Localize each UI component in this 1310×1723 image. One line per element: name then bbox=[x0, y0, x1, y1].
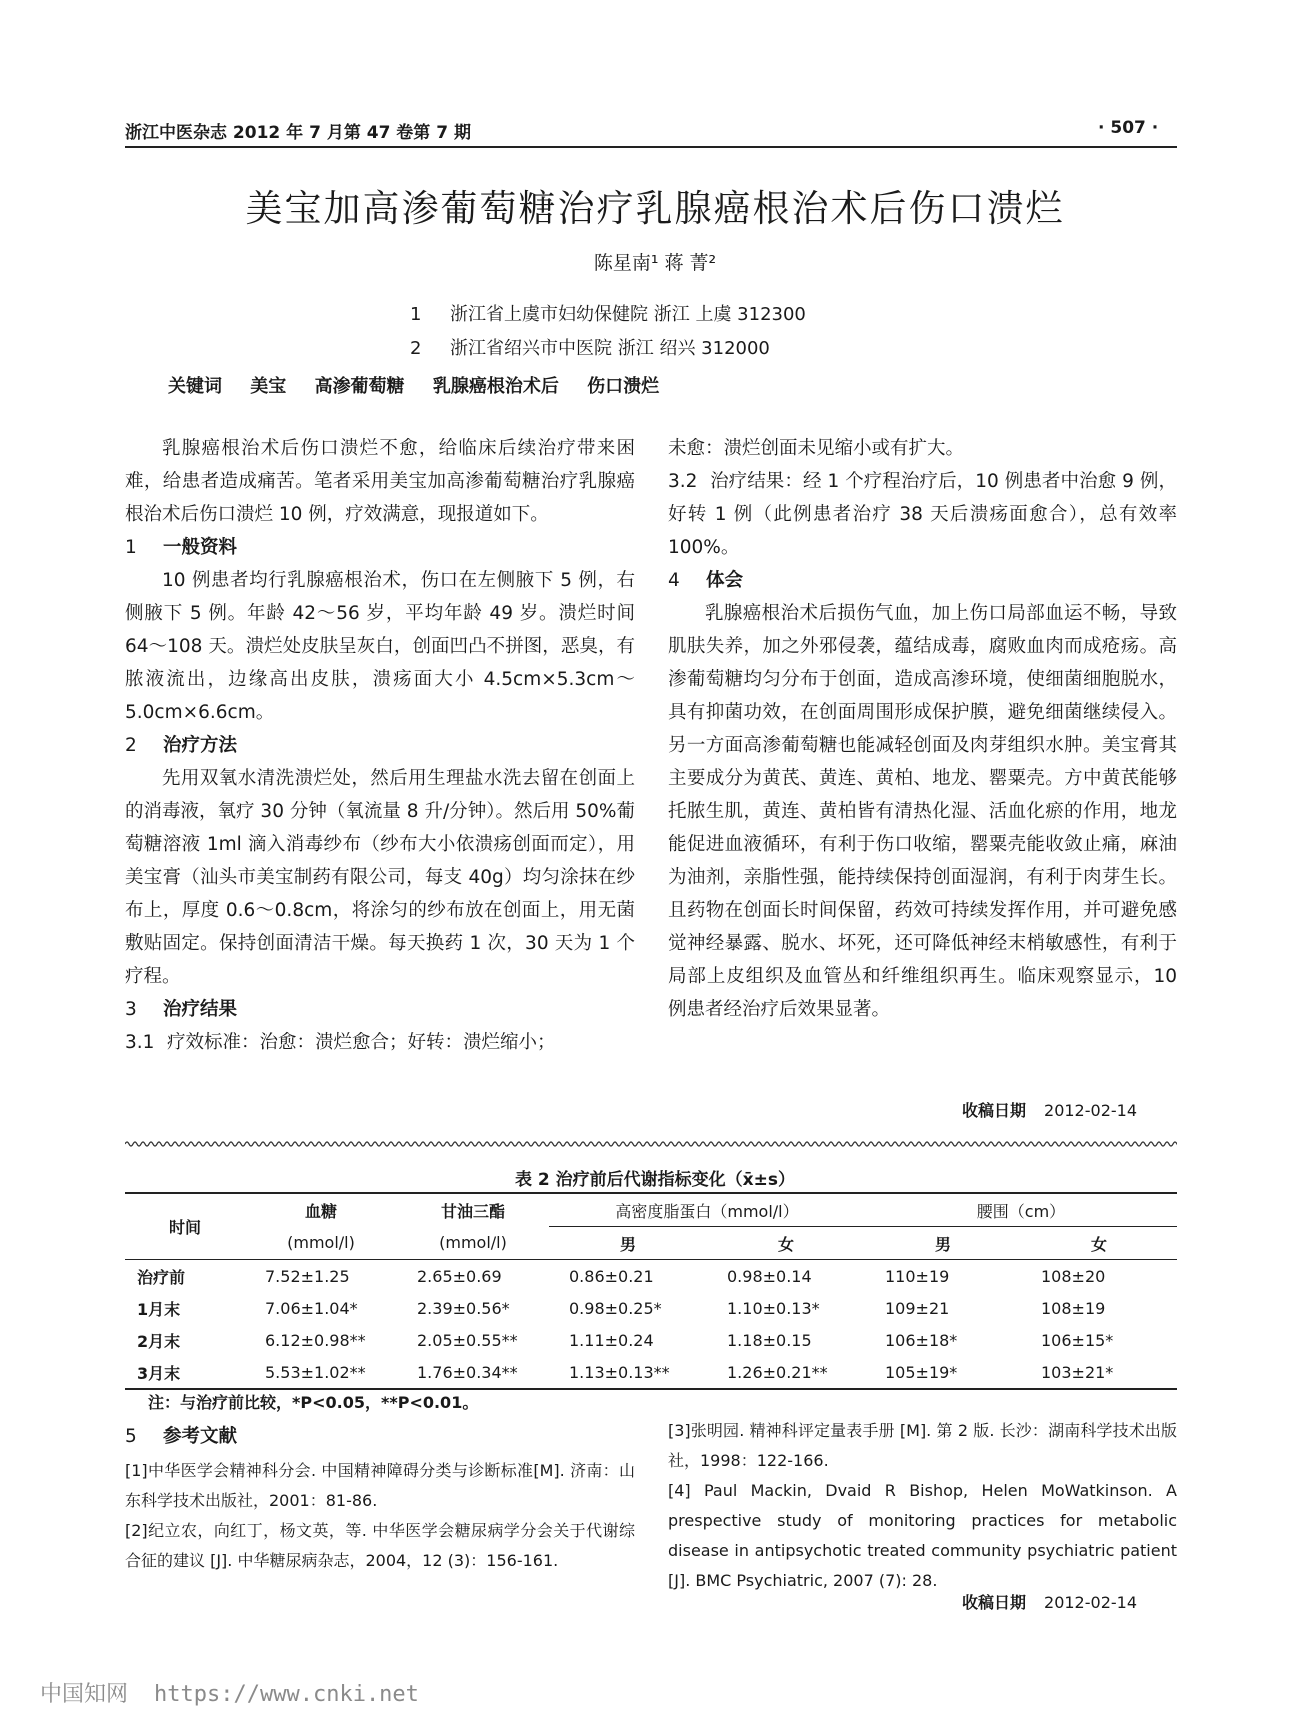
received-date-value: 2012-02-14 bbox=[1044, 1101, 1137, 1120]
cell-hdl-male: 1.11±0.24 bbox=[569, 1330, 654, 1350]
cell-waist-male: 110±19 bbox=[865, 1260, 1021, 1293]
section-heading bbox=[125, 993, 635, 1026]
header-waist: 腰围（cm） bbox=[865, 1193, 1177, 1227]
header-waist-male: 男 bbox=[934, 1234, 951, 1254]
cell-hdl-female: 1.10±0.13* bbox=[727, 1298, 820, 1318]
cell-waist-female: 106±15* bbox=[1041, 1330, 1114, 1350]
table-note: 注：与治疗前比较，*P<0.05，**P<0.01。 bbox=[148, 1393, 479, 1412]
section-title: 一般资料 bbox=[163, 537, 238, 558]
header-hdl: 高密度脂蛋白（mmol/l） bbox=[549, 1193, 865, 1227]
header-time: 时间 bbox=[125, 1193, 245, 1260]
header-glucose: 血糖 bbox=[245, 1193, 397, 1227]
subsection-3-1-continued: 未愈：溃烂创面未见缩小或有扩大。 bbox=[668, 438, 965, 459]
subsection-number: 3.1 bbox=[125, 1032, 155, 1053]
section-number: 3 bbox=[125, 999, 137, 1020]
section-1-text: 10 例患者均行乳腺癌根治术，伤口在左侧腋下 5 例，右侧腋下 5 例。年龄 42～56 岁，平均年龄 49 岁。溃烂时间 64～108 天。溃烂处皮肤呈灰白，创面凹凸不拼图，恶臭，有脓液流出，边缘高出皮肤，溃疡面大小 4.5cm×5.3cm～5.0cm×6.6cm。 bbox=[125, 570, 635, 723]
cell-tg: 2.05±0.55** bbox=[417, 1330, 518, 1350]
cell-glucose: 5.53±1.02** bbox=[245, 1356, 397, 1389]
cell-time: 2月末 bbox=[137, 1331, 181, 1351]
cell-waist-female: 108±19 bbox=[1041, 1298, 1106, 1318]
section-title: 体会 bbox=[706, 570, 744, 591]
table-row bbox=[125, 1292, 1177, 1324]
cell-waist-male: 106±18* bbox=[885, 1330, 958, 1350]
table-row bbox=[125, 1356, 1177, 1389]
cell-waist-female: 103±21* bbox=[1021, 1356, 1177, 1389]
subsection-number: 3.2 bbox=[668, 471, 698, 492]
keywords bbox=[168, 372, 681, 398]
section-number: 2 bbox=[125, 735, 137, 756]
header-tg: 甘油三酯 bbox=[397, 1193, 549, 1227]
header-rule bbox=[125, 146, 1177, 148]
section-number: 5 bbox=[125, 1426, 137, 1447]
table-title: 表 2 治疗前后代谢指标变化（x̄±s） bbox=[515, 1170, 795, 1190]
cell-hdl-male: 1.13±0.13** bbox=[549, 1356, 707, 1389]
affiliation-2 bbox=[410, 334, 770, 360]
header-tg-unit: (mmol/l) bbox=[439, 1233, 507, 1253]
reference-item: [4] Paul Mackin, Dvaid R Bishop, Helen MoWatkinson. A prespective study of monitoring practices for metabolic disease in antipsychotic treated community psychiatric patient [J]. BMC Psychiatric, 2007 (7): 28. bbox=[668, 1481, 1177, 1590]
cell-time: 治疗前 bbox=[125, 1260, 245, 1293]
header-hdl-female: 女 bbox=[777, 1234, 794, 1254]
cell-glucose: 6.12±0.98** bbox=[265, 1330, 366, 1350]
subsection-text: 疗效标准：治愈：溃烂愈合；好转：溃烂缩小； bbox=[167, 1032, 556, 1053]
subsection-3-1 bbox=[125, 1026, 635, 1059]
cell-time: 1月末 bbox=[137, 1299, 181, 1319]
wavy-separator bbox=[125, 1140, 1177, 1148]
page-number: · 507 · bbox=[1098, 118, 1159, 138]
subsection-text: 治疗结果：经 1 个疗程治疗后，10 例患者中治愈 9 例，好转 1 例（此例患者治疗 38 天后溃疡面愈合），总有效率 100%。 bbox=[668, 471, 1177, 558]
keyword: 乳腺癌根治术后 bbox=[432, 376, 559, 397]
header-hdl-male: 男 bbox=[619, 1234, 636, 1254]
cell-tg: 2.39±0.56* bbox=[417, 1298, 510, 1318]
received-date bbox=[962, 1098, 1137, 1121]
keywords-label: 关键词 bbox=[168, 376, 222, 397]
section-number: 1 bbox=[125, 537, 137, 558]
keyword: 伤口溃烂 bbox=[587, 376, 660, 397]
affiliation-1 bbox=[410, 300, 806, 326]
section-2-text: 先用双氧水清洗溃烂处，然后用生理盐水洗去留在创面上的消毒液，氧疗 30 分钟（氧流量 8 升/分钟）。然后用 50%葡萄糖溶液 1ml 滴入消毒纱布（纱布大小依溃疡创面而定），用美宝膏（汕头市美宝制药有限公司，每支 40g）均匀涂抹在纱布上，厚度 0.6～0.8cm，将涂匀的纱布放在创面上，用无菌敷贴固定。保持创面清洁干燥。每天换药 1 次，30 天为 1 个疗程。 bbox=[125, 768, 635, 987]
authors: 陈星南¹ 蒋 菁² bbox=[593, 252, 717, 274]
cell-glucose: 7.06±1.04* bbox=[265, 1298, 358, 1318]
table-row bbox=[125, 1260, 1177, 1293]
table-row bbox=[125, 1324, 1177, 1356]
reference-item: [1]中华医学会精神科分会. 中国精神障碍分类与诊断标准[M]. 济南：山东科学技术出版社，2001：81-86. bbox=[125, 1461, 635, 1510]
cell-time: 3月末 bbox=[125, 1356, 245, 1389]
cell-hdl-male: 0.98±0.25* bbox=[569, 1298, 662, 1318]
right-column bbox=[668, 432, 1177, 1026]
keyword: 高渗葡萄糖 bbox=[314, 376, 405, 397]
reference-item: [2]纪立农，向红丁，杨文英，等. 中华医学会糖尿病学分会关于代谢综合征的建议 [J]. 中华糖尿病杂志，2004，12 (3)：156-161. bbox=[125, 1521, 635, 1570]
section-4-text: 乳腺癌根治术后损伤气血，加上伤口局部血运不畅，导致肌肤失养，加之外邪侵袭，蕴结成毒，腐败血肉而成疮疡。高渗葡萄糖均匀分布于创面，造成高渗环境，使细菌细胞脱水，具有抑菌功效，在创面周围形成保护膜，避免细菌继续侵入。另一方面高渗葡萄糖也能减轻创面及肉芽组织水肿。美宝膏其主要成分为黄芪、黄连、黄柏、地龙、罂粟壳。方中黄芪能够托脓生肌，黄连、黄柏皆有清热化湿、活血化瘀的作用，地龙能促进血液循环，有利于伤口收缩，罂粟壳能收敛止痛，麻油为油剂，亲脂性强，能持续保持创面湿润，有利于肉芽生长。且药物在创面长时间保留，药效可持续发挥作用，并可避免感觉神经暴露、脱水、坏死，还可降低神经末梢敏感性，有利于局部上皮组织及血管丛和纤维组织再生。临床观察显示，10 例患者经治疗后效果显著。 bbox=[668, 603, 1177, 1020]
affiliation-text: 浙江省绍兴市中医院 浙江 绍兴 312000 bbox=[450, 338, 770, 359]
reference-item: [3]张明园. 精神科评定量表手册 [M]. 第 2 版. 长沙：湖南科学技术出版社，1998：122-166. bbox=[668, 1421, 1177, 1470]
metabolic-table bbox=[125, 1192, 1177, 1390]
journal-header: 浙江中医杂志 2012 年 7 月第 47 卷第 7 期 bbox=[125, 123, 471, 143]
received-label: 收稿日期 bbox=[962, 1593, 1027, 1612]
header-waist-female: 女 bbox=[1090, 1234, 1107, 1254]
cell-hdl-female: 0.98±0.14 bbox=[707, 1260, 865, 1293]
cell-hdl-male: 0.86±0.21 bbox=[549, 1260, 707, 1293]
affiliation-number: 2 bbox=[410, 338, 422, 359]
intro-paragraph: 乳腺癌根治术后伤口溃烂不愈，给临床后续治疗带来困难，给患者造成痛苦。笔者采用美宝加高渗葡萄糖治疗乳腺癌根治术后伤口溃烂 10 例，疗效满意，现报道如下。 bbox=[125, 438, 635, 525]
section-title: 治疗结果 bbox=[163, 999, 238, 1020]
keyword: 美宝 bbox=[250, 376, 287, 397]
references-right bbox=[668, 1416, 1177, 1596]
watermark-cn: 中国知网 bbox=[40, 1682, 129, 1707]
cell-waist-male: 105±19* bbox=[865, 1356, 1021, 1389]
cell-tg: 1.76±0.34** bbox=[397, 1356, 549, 1389]
cell-waist-female: 108±20 bbox=[1021, 1260, 1177, 1293]
cell-glucose: 7.52±1.25 bbox=[245, 1260, 397, 1293]
affiliation-number: 1 bbox=[410, 304, 422, 325]
section-number: 4 bbox=[668, 570, 680, 591]
references-left bbox=[125, 1456, 635, 1576]
section-title: 治疗方法 bbox=[163, 735, 238, 756]
references-received-date bbox=[962, 1590, 1137, 1613]
cell-waist-male: 109±21 bbox=[885, 1298, 950, 1318]
cnki-watermark bbox=[40, 1677, 419, 1708]
received-label: 收稿日期 bbox=[962, 1101, 1027, 1120]
section-heading bbox=[125, 729, 635, 762]
cell-tg: 2.65±0.69 bbox=[397, 1260, 549, 1293]
left-column bbox=[125, 432, 635, 1059]
section-heading bbox=[668, 564, 1177, 597]
received-date-value: 2012-02-14 bbox=[1044, 1593, 1137, 1612]
article-title: 美宝加高渗葡萄糖治疗乳腺癌根治术后伤口溃烂 bbox=[245, 187, 1065, 230]
cell-hdl-female: 1.26±0.21** bbox=[707, 1356, 865, 1389]
header-glucose-unit: (mmol/l) bbox=[287, 1233, 355, 1253]
section-heading bbox=[125, 531, 635, 564]
subsection-3-2 bbox=[668, 465, 1177, 564]
section-title: 参考文献 bbox=[163, 1426, 238, 1447]
section-heading bbox=[125, 1420, 635, 1453]
affiliation-text: 浙江省上虞市妇幼保健院 浙江 上虞 312300 bbox=[450, 304, 806, 325]
cell-hdl-female: 1.18±0.15 bbox=[727, 1330, 812, 1350]
references-heading bbox=[125, 1420, 635, 1453]
watermark-url: https://www.cnki.net bbox=[154, 1682, 419, 1707]
